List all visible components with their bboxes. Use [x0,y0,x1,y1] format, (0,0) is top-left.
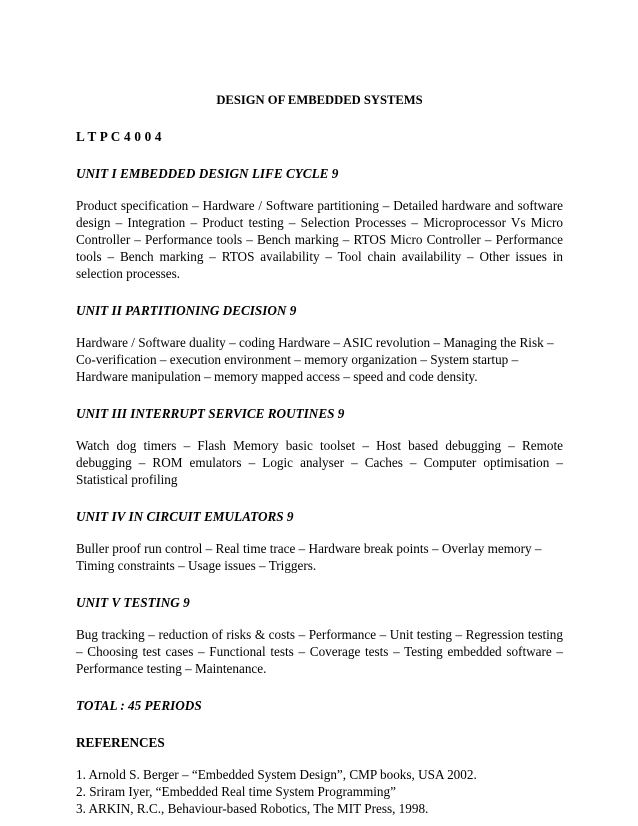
ltpc-line: L T P C 4 0 0 4 [76,129,162,144]
unit-1-heading: UNIT I EMBEDDED DESIGN LIFE CYCLE 9 [76,166,339,181]
unit-2-body [76,334,563,385]
reference-item: 1. Arnold S. Berger – “Embedded System Design”, CMP books, USA 2002. [76,767,477,782]
unit-2-line: Hardware / Software duality – coding Hardware – ASIC revolution – Managing the Risk – [76,335,554,350]
unit-4-line: Buller proof run control – Real time trace – Hardware break points – Overlay memory – [76,541,542,556]
reference-item: 3. ARKIN, R.C., Behaviour-based Robotics, The MIT Press, 1998. [76,801,429,816]
unit-2-heading: UNIT II PARTITIONING DECISION 9 [76,303,297,318]
document-page [76,92,563,817]
total-periods: TOTAL : 45 PERIODS [76,698,202,713]
references-heading: REFERENCES [76,735,165,750]
unit-3-heading: UNIT III INTERRUPT SERVICE ROUTINES 9 [76,406,345,421]
unit-4-body [76,540,563,574]
references-list [76,766,563,817]
unit-4-line: Timing constraints – Usage issues – Triggers. [76,558,317,573]
document-title: DESIGN OF EMBEDDED SYSTEMS [216,93,423,107]
unit-2-line: Hardware manipulation – memory mapped access – speed and code density. [76,369,478,384]
unit-2-line: Co-verification – execution environment – memory organization – System startup – [76,352,519,367]
unit-1-body: Product specification – Hardware / Software partitioning – Detailed hardware and software design – Integration – Product testing – Selection Processes – Microprocessor Vs Micro Controller – Performance tools – Bench marking – RTOS Micro Controller – Performance tools – Bench marking – RTOS availability – Tool chain availability – Other issues in selection processes. [76,198,563,281]
unit-5-body: Bug tracking – reduction of risks & costs – Performance – Unit testing – Regression testing – Choosing test cases – Functional tests – Coverage tests – Testing embedded software – Performance testing – Maintenance. [76,627,563,676]
reference-item: 2. Sriram Iyer, “Embedded Real time System Programming” [76,784,396,799]
unit-3-body: Watch dog timers – Flash Memory basic toolset – Host based debugging – Remote debugging – ROM emulators – Logic analyser – Caches – Computer optimisation – Statistical profiling [76,438,563,487]
unit-4-heading: UNIT IV IN CIRCUIT EMULATORS 9 [76,509,294,524]
unit-5-heading: UNIT V TESTING 9 [76,595,190,610]
